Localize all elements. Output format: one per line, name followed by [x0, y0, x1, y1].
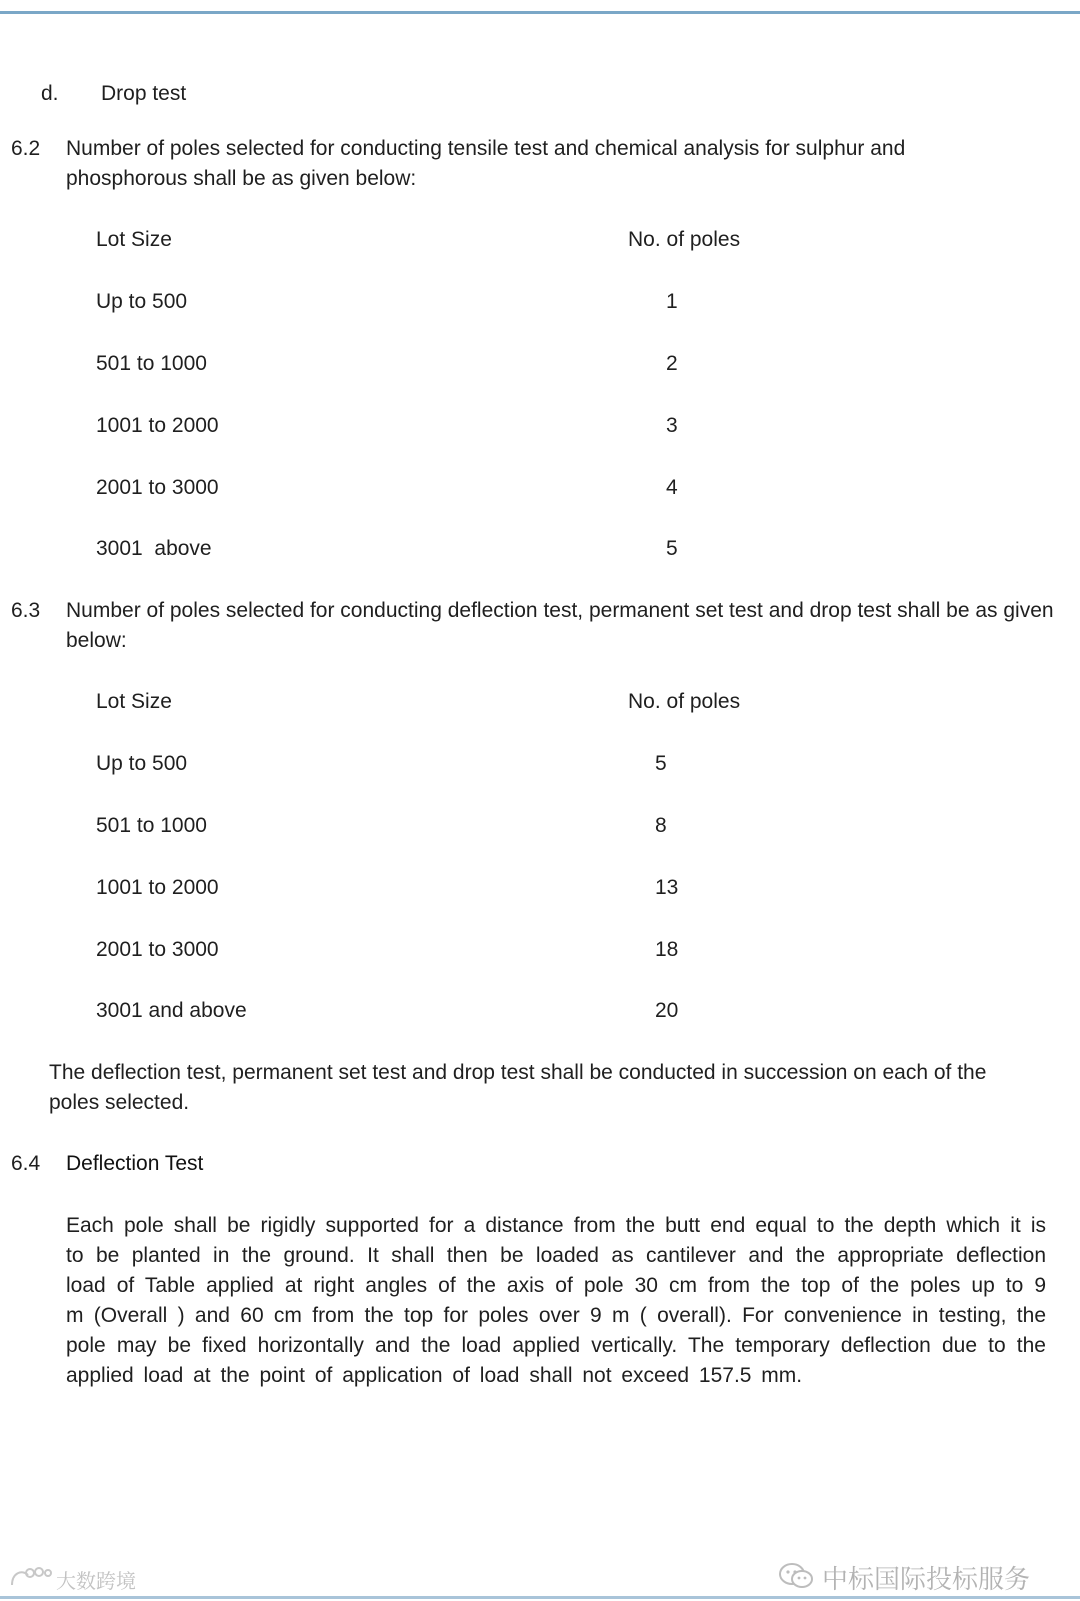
- table-6-3-row-1-lot: Up to 500: [96, 752, 188, 775]
- section-6-4-number: 6.4: [11, 1152, 41, 1175]
- table-6-3-row-4-lot: 2001 to 3000: [96, 938, 219, 961]
- section-6-3-text: Number of poles selected for conducting deflection test, permanent set test and drop test shall be as given below:: [66, 599, 1054, 652]
- watermark-left: [8, 1567, 136, 1597]
- section-6-2-number: 6.2: [11, 137, 41, 160]
- table-6-2-row-4-lot: 2001 to 3000: [96, 476, 219, 499]
- table-6-2-row-1-lot: Up to 500: [96, 290, 188, 313]
- table-6-2-row-5-lot: 3001 above: [96, 537, 212, 560]
- table-6-2-row-3-lot: 1001 to 2000: [96, 414, 219, 437]
- watermark-left-text: 大数跨境: [56, 1571, 136, 1593]
- table-6-3-row-2-lot: 501 to 1000: [96, 814, 207, 837]
- section-6-4-text: Each pole shall be rigidly supported for a distance from the butt end equal to the depth which it is to be planted in the ground. It shall then be loaded as cantilever and the appropriate deflection load of Table applied at right angles of the axis of pole 30 cm from the top of the poles up to 9 m (Overall ) and 60 cm from the top for poles over 9 m ( overall). For convenience in testing, the pole may be fixed horizontally and the load applied vertically. The temporary deflection due to the applied load at the point of application of load shall not exceed 157.5 mm.: [66, 1214, 1046, 1387]
- table-6-3-row-3-poles: 13: [655, 876, 679, 899]
- bottom-rule: [0, 1596, 1080, 1599]
- item-d-marker: d.: [41, 82, 59, 105]
- table-6-2-header-no-of-poles: No. of poles: [628, 228, 741, 251]
- table-6-3-row-2-poles: 8: [655, 814, 667, 837]
- top-rule: [0, 11, 1080, 14]
- table-6-3-row-5-lot: 3001 and above: [96, 999, 247, 1022]
- table-6-3-header-no-of-poles: No. of poles: [628, 690, 741, 713]
- table-6-2-row-2-poles: 2: [666, 352, 678, 375]
- table-6-3-header-lot-size: Lot Size: [96, 690, 172, 713]
- table-6-2-row-2-lot: 501 to 1000: [96, 352, 207, 375]
- table-6-3-row-5-poles: 20: [655, 999, 679, 1022]
- section-6-3-number: 6.3: [11, 599, 41, 622]
- table-6-3-row-4-poles: 18: [655, 938, 679, 961]
- table-6-2-row-3-poles: 3: [666, 414, 678, 437]
- section-6-3-note: The deflection test, permanent set test and drop test shall be conducted in succession on each of the poles selected.: [49, 1061, 987, 1114]
- table-6-3-row-1-poles: 5: [655, 752, 667, 775]
- table-6-2-header-lot-size: Lot Size: [96, 228, 172, 251]
- section-6-4-title: Deflection Test: [66, 1152, 204, 1175]
- table-6-2-row-4-poles: 4: [666, 476, 678, 499]
- wechat-icon: [778, 1561, 814, 1597]
- table-6-2-row-5-poles: 5: [666, 537, 678, 560]
- table-6-3-row-3-lot: 1001 to 2000: [96, 876, 219, 899]
- section-6-2-text: Number of poles selected for conducting tensile test and chemical analysis for sulphur and phosphorous shall be as given below:: [66, 137, 906, 190]
- item-d-text: Drop test: [101, 82, 187, 105]
- watermark-right-text: 中标国际投标服务: [822, 1564, 1031, 1594]
- watermark-right: [778, 1560, 1030, 1598]
- logo-icon: [8, 1565, 52, 1600]
- table-6-2-row-1-poles: 1: [666, 290, 678, 313]
